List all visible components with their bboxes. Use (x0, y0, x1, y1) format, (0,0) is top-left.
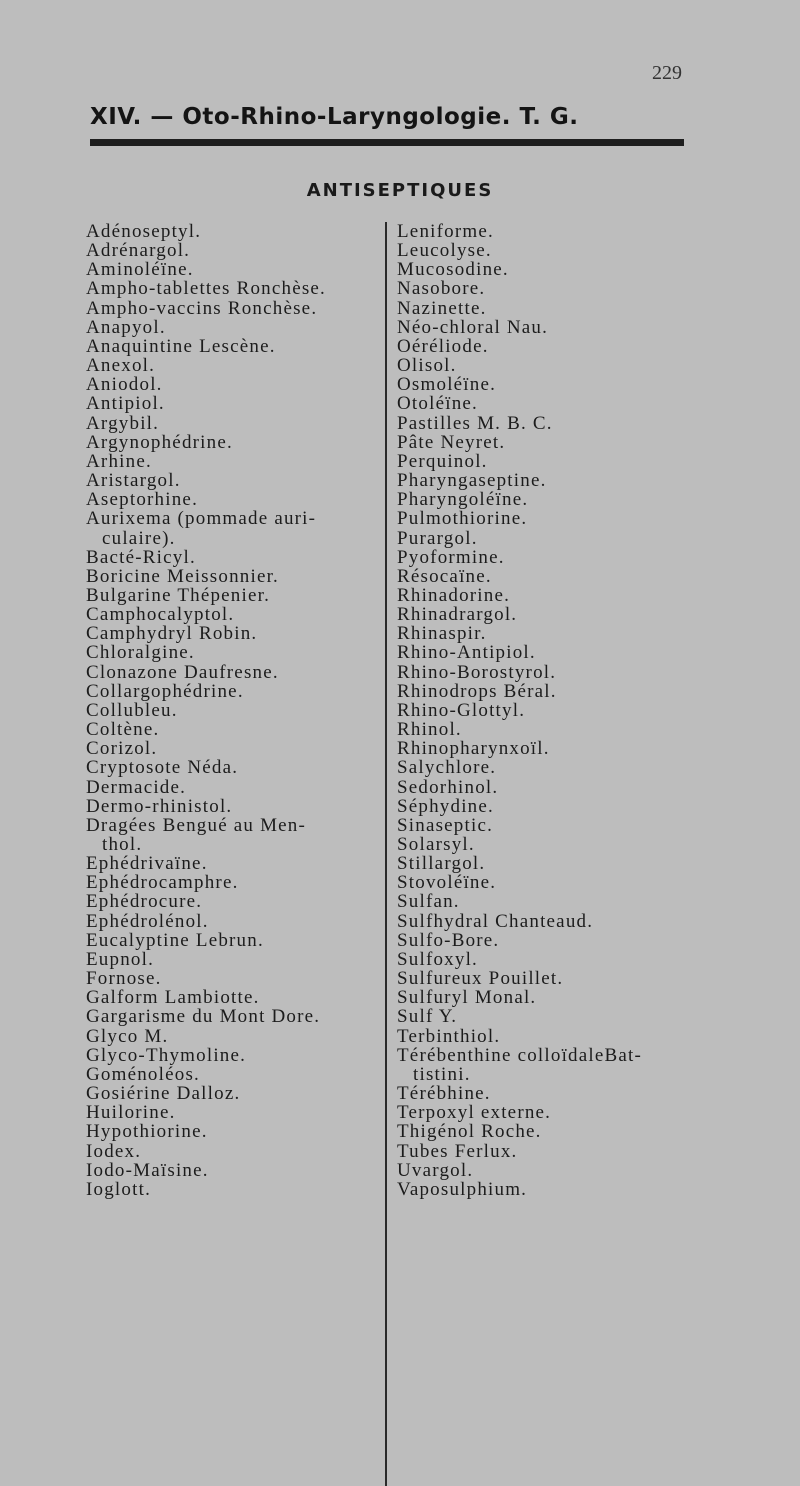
list-item-continuation: tistini. (413, 1063, 471, 1085)
list-item: Rhinaspir. (397, 623, 487, 645)
list-item: Mucosodine. (397, 259, 509, 281)
list-item: Nasobore. (397, 278, 486, 300)
list-item: Ampho-tablettes Ronchèse. (86, 278, 327, 300)
list-item: Huilorine. (86, 1102, 176, 1124)
list-item: Pharyngoléïne. (397, 489, 529, 511)
left-column (86, 222, 381, 1199)
list-item-continuation: thol. (102, 834, 143, 855)
list-item: Térébhine. (397, 1083, 491, 1105)
list-item: Osmoléïne. (397, 374, 497, 396)
list-item: Thigénol Roche. (397, 1121, 542, 1143)
list-item: Aseptorhine. (86, 489, 199, 511)
list-item: Dermacide. (86, 776, 187, 798)
list-item: Bulgarine Thépenier. (86, 584, 271, 606)
list-item: Leucolyse. (397, 240, 492, 262)
list-item: Rhinopharynxoïl. (397, 738, 550, 760)
list-item: Sedorhinol. (397, 776, 499, 798)
list-item: Uvargol. (397, 1159, 474, 1181)
list-item: Ephédrolénol. (86, 910, 209, 932)
list-item: Purargol. (397, 527, 478, 549)
header-rule (90, 139, 684, 146)
list-item: Galform Lambiotte. (86, 987, 260, 1009)
list-item: Rhino-Antipiol. (397, 642, 536, 664)
list-item: Ephédrivaïne. (86, 853, 208, 875)
list-item: Sulfureux Pouillet. (397, 968, 564, 990)
list-item: Rhinol. (397, 719, 462, 741)
list-item: Perquinol. (397, 450, 488, 472)
list-item: Solarsyl. (397, 834, 475, 855)
list-item: Ampho-vaccins Ronchèse. (86, 297, 318, 319)
list-item: Terpoxyl externe. (397, 1102, 552, 1124)
list-item: Sulfan. (397, 891, 460, 913)
list-item: Dragées Bengué au Men- (86, 814, 307, 836)
list-item: Adrénargol. (86, 240, 191, 262)
list-item: Pâte Neyret. (397, 431, 506, 453)
list-item: Néo-chloral Nau. (397, 316, 549, 338)
list-item: Iodex. (86, 1140, 142, 1162)
list-item: Boricine Meissonnier. (86, 565, 280, 587)
list-item: Glyco-Thymoline. (86, 1044, 247, 1066)
list-item: Hypothiorine. (86, 1121, 208, 1143)
list-item: Sulf Y. (397, 1006, 458, 1028)
list-item: Collargophédrine. (86, 680, 244, 702)
list-item: Sulfo-Bore. (397, 929, 500, 951)
list-item: Salychlore. (397, 757, 497, 779)
list-item: Glyco M. (86, 1025, 169, 1047)
list-item: Aristargol. (86, 470, 181, 492)
list-item: Vaposulphium. (397, 1178, 528, 1200)
running-head: XIV. — Oto-Rhino-Laryngologie. T. G. (90, 104, 579, 130)
list-item: Corizol. (86, 738, 158, 760)
list-item: Eupnol. (86, 948, 155, 970)
list-item: Rhinadorine. (397, 584, 511, 606)
list-item: Arhine. (86, 450, 152, 472)
list-item: Goménoléos. (86, 1063, 200, 1085)
list-item: Sulfhydral Chanteaud. (397, 910, 594, 932)
list-item: Pyoformine. (397, 546, 505, 568)
list-item: Argynophédrine. (86, 431, 233, 453)
list-item: Séphydine. (397, 795, 494, 817)
list-item: Clonazone Daufresne. (86, 661, 279, 683)
page-number: 229 (652, 62, 682, 84)
list-item: Anaquintine Lescène. (86, 335, 276, 357)
list-item: Pastilles M. B. C. (397, 412, 553, 434)
list-item: Argybil. (86, 412, 160, 434)
section-title: ANTISEPTIQUES (306, 180, 494, 201)
list-item: Rhino-Glottyl. (397, 699, 526, 721)
list-item: Résocaïne. (397, 565, 492, 587)
list-item: Bacté-Ricyl. (86, 546, 196, 568)
list-item: Rhinadrargol. (397, 604, 518, 626)
list-item: Gosiérine Dalloz. (86, 1083, 241, 1105)
list-item: Oéréliode. (397, 335, 489, 357)
list-item: Otoléïne. (397, 393, 478, 415)
list-item: Anexol. (86, 355, 156, 377)
column-divider (385, 222, 387, 1486)
list-item: Dermo-rhinistol. (86, 795, 233, 817)
list-item: Ephédrocamphre. (86, 872, 239, 894)
list-item: Tubes Ferlux. (397, 1140, 518, 1162)
list-item: Camphocalyptol. (86, 604, 235, 626)
list-item: Stillargol. (397, 853, 486, 875)
list-item: Pulmothiorine. (397, 508, 528, 530)
list-item: Coltène. (86, 719, 160, 741)
list-item: Antipiol. (86, 393, 165, 415)
list-item: Aniodol. (86, 374, 163, 396)
list-item: Cryptosote Néda. (86, 757, 239, 779)
list-item: Ioglott. (86, 1178, 152, 1200)
list-item: Nazinette. (397, 297, 487, 319)
list-item: Térébenthine colloïdaleBat- (397, 1044, 642, 1066)
list-item: Leniforme. (397, 221, 494, 242)
list-item: Stovoléïne. (397, 872, 497, 894)
list-item: Camphydryl Robin. (86, 623, 258, 645)
list-item-continuation: culaire). (102, 527, 176, 549)
list-item: Sinaseptic. (397, 814, 494, 836)
list-item: Sulfuryl Monal. (397, 987, 537, 1009)
list-item: Ephédrocure. (86, 891, 203, 913)
list-item: Collubleu. (86, 699, 178, 721)
list-item: Aminoléïne. (86, 259, 194, 281)
list-item: Anapyol. (86, 316, 166, 338)
list-item: Olisol. (397, 355, 457, 377)
list-item: Pharyngaseptine. (397, 470, 547, 492)
list-item: Rhino-Borostyrol. (397, 661, 557, 683)
list-item: Adénoseptyl. (86, 221, 202, 242)
list-item: Sulfoxyl. (397, 948, 479, 970)
list-item: Rhinodrops Béral. (397, 680, 557, 702)
list-item: Fornose. (86, 968, 162, 990)
list-item: Aurixema (pommade auri- (86, 508, 317, 530)
right-column (397, 222, 707, 1199)
list-item: Gargarisme du Mont Dore. (86, 1006, 321, 1028)
list-item: Iodo-Maïsine. (86, 1159, 209, 1181)
list-item: Eucalyptine Lebrun. (86, 929, 264, 951)
list-item: Terbinthiol. (397, 1025, 501, 1047)
list-item: Chloralgine. (86, 642, 195, 664)
